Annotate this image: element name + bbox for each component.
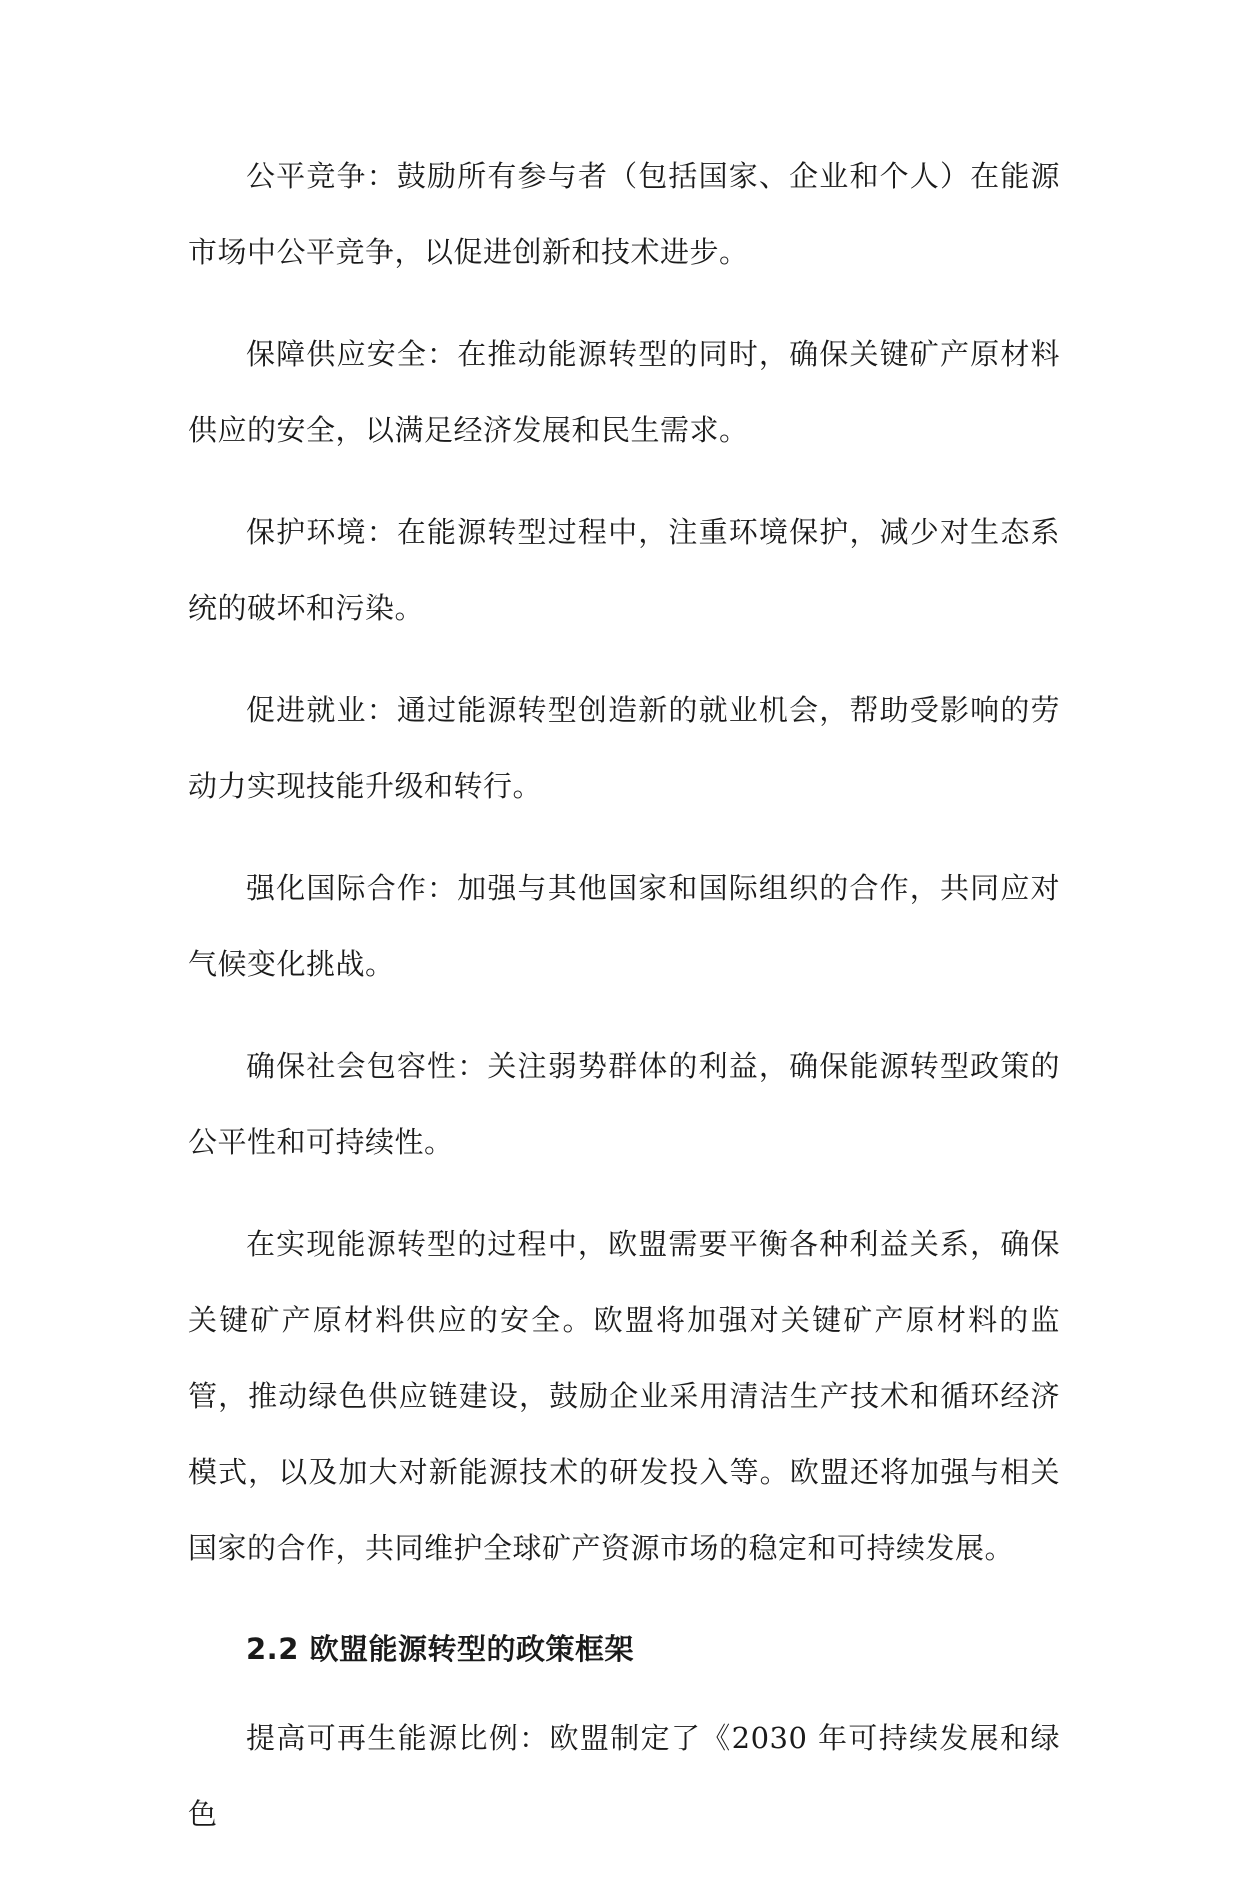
- section-heading: 2.2 欧盟能源转型的政策框架: [246, 1632, 634, 1666]
- paragraph-fair-competition: 公平竞争：鼓励所有参与者（包括国家、企业和个人）在能源市场中公平竞争，以促进创新和技术进步。: [188, 159, 1060, 269]
- paragraph-balancing-interests: 在实现能源转型的过程中，欧盟需要平衡各种利益关系，确保关键矿产原材料供应的安全。欧盟将加强对关键矿产原材料的监管，推动绿色供应链建设，鼓励企业采用清洁生产技术和循环经济模式，以及加大对新能源技术的研发投入等。欧盟还将加强与相关国家的合作，共同维护全球矿产资源市场的稳定和可持续发展。: [188, 1227, 1060, 1565]
- paragraph-supply-security: 保障供应安全：在推动能源转型的同时，确保关键矿产原材料供应的安全，以满足经济发展和民生需求。: [188, 337, 1060, 447]
- document-body: [188, 138, 1060, 1878]
- paragraph-employment: 促进就业：通过能源转型创造新的就业机会，帮助受影响的劳动力实现技能升级和转行。: [188, 693, 1060, 803]
- paragraph-environment-protection: 保护环境：在能源转型过程中，注重环境保护，减少对生态系统的破坏和污染。: [188, 515, 1060, 625]
- paragraph-international-cooperation: 强化国际合作：加强与其他国家和国际组织的合作，共同应对气候变化挑战。: [188, 871, 1060, 981]
- paragraph-social-inclusion: 确保社会包容性：关注弱势群体的利益，确保能源转型政策的公平性和可持续性。: [188, 1049, 1060, 1159]
- paragraph-renewable-share: 提高可再生能源比例：欧盟制定了《2030 年可持续发展和绿色: [188, 1721, 1060, 1831]
